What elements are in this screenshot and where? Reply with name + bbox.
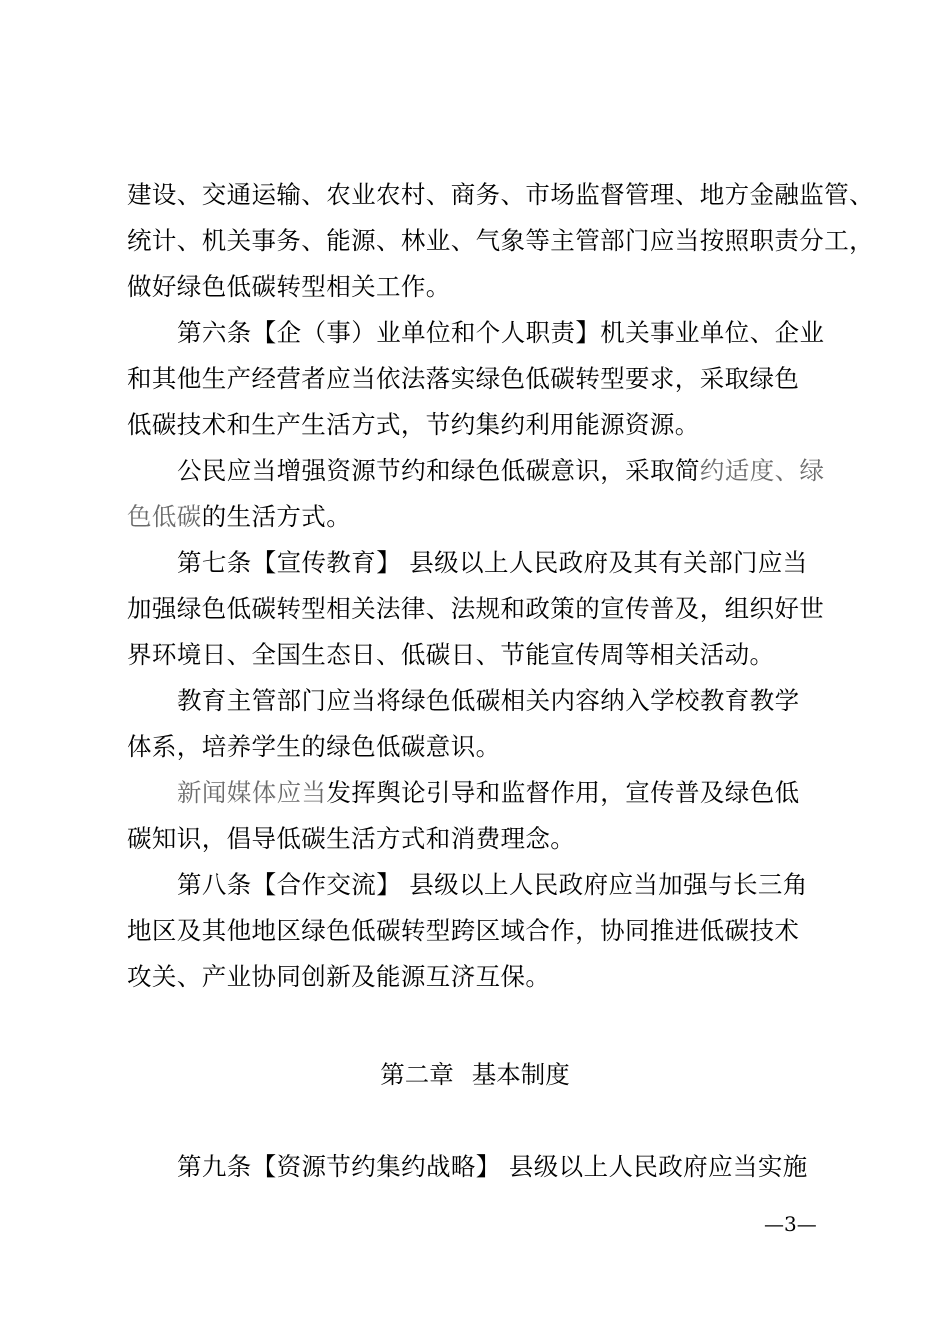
text-line bbox=[127, 494, 837, 540]
paragraph-article-8 bbox=[127, 862, 837, 1000]
paragraph-responsibilities-continued bbox=[127, 172, 874, 310]
chapter-heading bbox=[0, 1052, 950, 1098]
text-line: 教育主管部门应当将绿色低碳相关内容纳入学校教育教学 bbox=[177, 686, 800, 715]
text-line: 和其他生产经营者应当依法落实绿色低碳转型要求，采取绿色 bbox=[127, 364, 800, 393]
text-line: 界环境日、全国生态日、低碳日、节能宣传周等相关活动。 bbox=[127, 640, 775, 669]
text-line: 建设、交通运输、农业农村、商务、市场监督管理、地方金融监管、 bbox=[127, 180, 874, 209]
chapter-title: 基本制度 bbox=[471, 1060, 570, 1089]
page-number: —3— bbox=[764, 1212, 817, 1236]
paragraph-article-9 bbox=[127, 1144, 837, 1190]
text-line: 加强绿色低碳转型相关法律、法规和政策的宣传普及，组织好世 bbox=[127, 594, 825, 623]
text-line: 地区及其他地区绿色低碳转型跨区域合作，协同推进低碳技术 bbox=[127, 916, 800, 945]
text-run: 公民应当增强资源节约和绿色低碳意识，采取简 bbox=[177, 456, 700, 485]
text-run: 的生活方式。 bbox=[201, 502, 352, 531]
paragraph-citizens bbox=[127, 448, 837, 540]
text-line: 第九条【资源节约集约战略】 县级以上人民政府应当实施 bbox=[177, 1152, 808, 1181]
text-line: 统计、机关事务、能源、林业、气象等主管部门应当按照职责分工， bbox=[127, 226, 874, 255]
chapter-number: 第二章 bbox=[380, 1060, 454, 1089]
text-line: 体系，培养学生的绿色低碳意识。 bbox=[127, 732, 501, 761]
paragraph-article-7 bbox=[127, 540, 837, 678]
text-line bbox=[127, 448, 837, 494]
text-line: 第六条【企（事）业单位和个人职责】机关事业单位、企业 bbox=[177, 318, 825, 347]
paragraph-education bbox=[127, 678, 837, 770]
text-line: 碳知识，倡导低碳生活方式和消费理念。 bbox=[127, 824, 576, 853]
paragraph-article-6 bbox=[127, 310, 837, 448]
highlighted-text-run: 约适度、绿 bbox=[699, 456, 825, 485]
text-line: 做好绿色低碳转型相关工作。 bbox=[127, 272, 451, 301]
highlighted-text-run: 色低碳 bbox=[127, 502, 202, 531]
paragraph-media bbox=[127, 770, 837, 862]
text-line: 第七条【宣传教育】 县级以上人民政府及其有关部门应当 bbox=[177, 548, 808, 577]
text-run: 发挥舆论引导和监督作用，宣传普及绿色低 bbox=[326, 778, 800, 807]
text-line bbox=[127, 770, 837, 816]
text-line: 低碳技术和生产生活方式，节约集约利用能源资源。 bbox=[127, 410, 700, 439]
highlighted-text-run: 新闻媒体应当 bbox=[177, 778, 327, 807]
text-line: 攻关、产业协同创新及能源互济互保。 bbox=[127, 962, 551, 991]
text-line: 第八条【合作交流】 县级以上人民政府应当加强与长三角 bbox=[177, 870, 808, 899]
